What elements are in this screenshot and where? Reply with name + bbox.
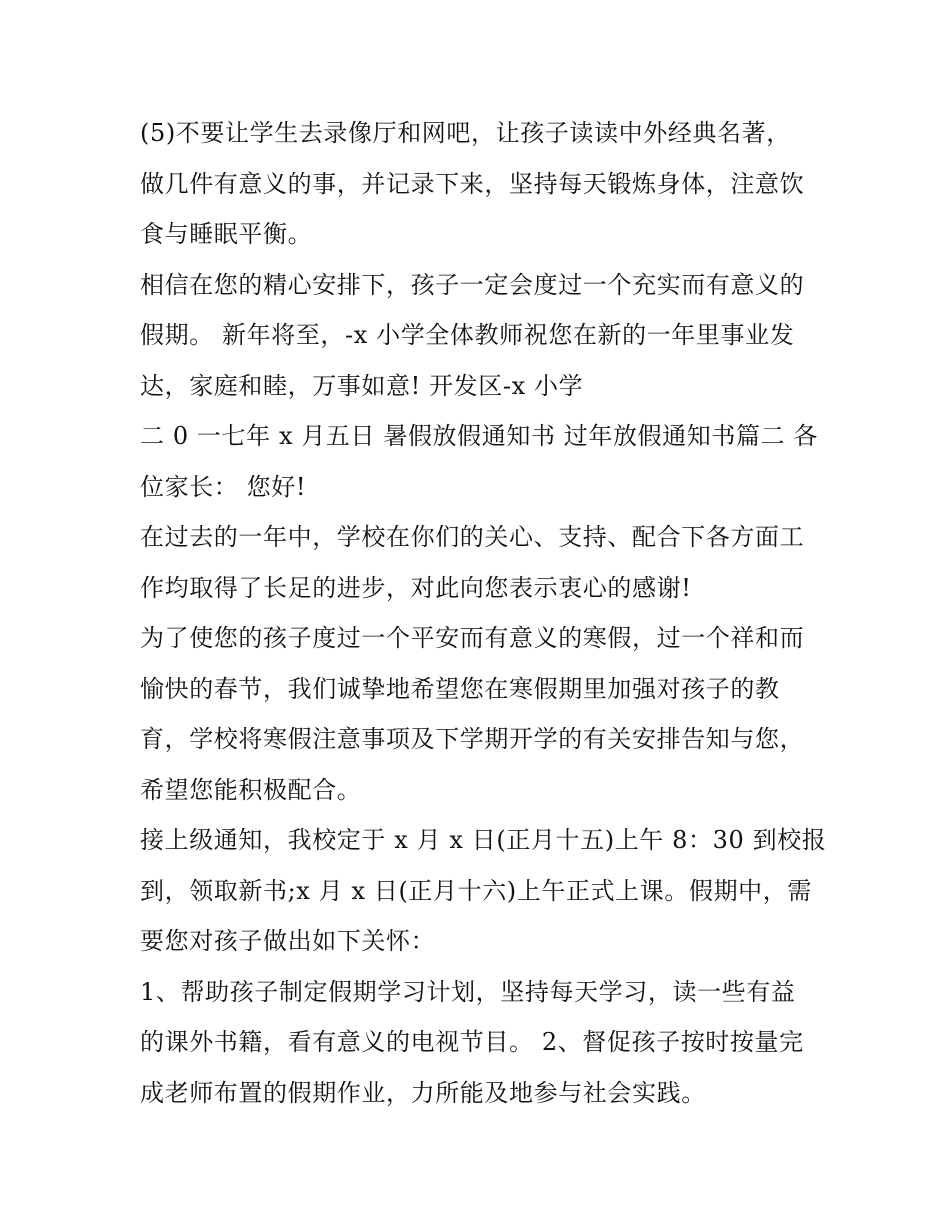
- text-line: 达，家庭和睦，万事如意! 开发区-x 小学: [140, 371, 584, 400]
- text-line: 二 0 一七年 x 月五日 暑假放假通知书 过年放假通知书篇二 各: [140, 422, 819, 450]
- text-line: 要您对孩子做出如下关怀：: [140, 927, 436, 955]
- document-body: [140, 108, 827, 1118]
- text-line: 位家长： 您好!: [140, 472, 307, 501]
- text-line: 愉快的春节，我们诚挚地希望您在寒假期里加强对孩子的教: [140, 674, 780, 703]
- text-line: 到，领取新书;x 月 x 日(正月十六)上午正式上课。假期中，需: [140, 876, 812, 905]
- text-line: 育，学校将寒假注意事项及下学期开学的有关安排告知与您，: [140, 725, 805, 753]
- text-line: 接上级通知，我校定于 x 月 x 日(正月十五)上午 8：30 到校报: [140, 826, 827, 854]
- text-line: (5)不要让学生去录像厅和网吧，让孩子读读中外经典名著，: [140, 119, 791, 147]
- text-line: 希望您能积极配合。: [140, 775, 362, 804]
- text-line: 成老师布置的假期作业，力所能及地参与社会实践。: [140, 1078, 706, 1107]
- text-line: 的课外书籍，看有意义的电视节目。 2、督促孩子按时按量完: [140, 1028, 804, 1056]
- text-line: 假期。 新年将至，-x 小学全体教师祝您在新的一年里事业发: [140, 321, 795, 349]
- text-line: 1、帮助孩子制定假期学习计划，坚持每天学习，读一些有益: [140, 977, 796, 1006]
- text-line: 做几件有意义的事，并记录下来，坚持每天锻炼身体，注意饮: [140, 169, 805, 198]
- text-line: 作均取得了长足的进步，对此向您表示衷心的感谢!: [140, 573, 692, 602]
- text-line: 在过去的一年中，学校在你们的关心、支持、配合下各方面工: [140, 523, 805, 551]
- text-line: 为了使您的孩子度过一个平安而有意义的寒假，过一个祥和而: [140, 624, 805, 652]
- text-line: 食与睡眠平衡。: [140, 220, 313, 248]
- text-line: 相信在您的精心安排下，孩子一定会度过一个充实而有意义的: [140, 270, 805, 299]
